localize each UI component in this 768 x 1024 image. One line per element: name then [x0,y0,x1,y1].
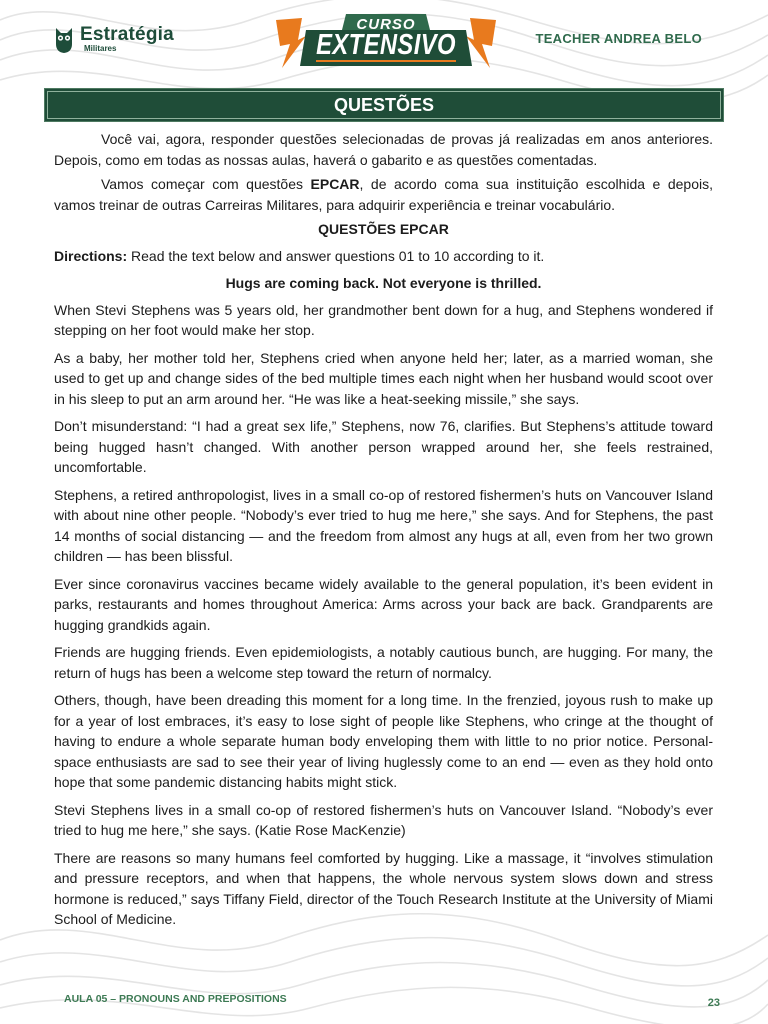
page-header [0,0,768,80]
logo-subtitle: Militares [84,44,117,53]
directions-label: Directions: [54,247,128,264]
page-number: 23 [707,997,720,1009]
article-paragraph: Friends are hugging friends. Even epidemiologists, a notably cautious bunch, are hugging. For many, the return of hugs has been a welcome step toward the return of normalcy. [54,644,713,681]
article-paragraph: There are reasons so many humans feel comforted by hugging. Like a massage, it “involves stimulation and pressure receptors, and when that happens, the whole nervous system slows down and stress hormone is reduced,” says Tiffany Field, director of the Touch Research Institute at the University of Miami School of Medicine. [54,849,713,927]
owl-icon [54,24,74,54]
intro-p2-text-a: Vamos começar com questões [101,176,311,192]
footer-lesson-title: AULA 05 – PRONOUNS AND PREPOSITIONS [64,993,287,1005]
teacher-name: TEACHER ANDREA BELO [535,31,702,46]
directions-text: Read the text below and answer questions 01 to 10 according to it. [127,247,545,264]
article-paragraph: Others, though, have been dreading this moment for a long time. In the frenzied, joyous rush to make up for a year of lost embraces, it’s easy to lose sight of people like Stephens, who cringe at the thought of having to endure a whole separate human body enveloping them with little to no prior notice. Personal-space enthusiasts are sad to see their year of living huglessly come to an end — even as they hold onto hope that some pandemic distancing habits might stick. [54,692,713,790]
subheading: QUESTÕES EPCAR [318,221,449,237]
article-title: Hugs are coming back. Not everyone is thrilled. [225,275,542,291]
article-paragraph: Don’t misunderstand: “I had a great sex life,” Stephens, now 76, clarifies. But Stephens’s attitude toward being hugged hasn’t changed. With another person wrapped around her, she feels restrained, uncomfortable. [54,418,713,475]
article-paragraph: Ever since coronavirus vaccines became widely available to the general population, it’s been evident in parks, restaurants and homes throughout America: Arms across your back are back. Grandparents are hugging grandkids again. [54,575,713,633]
logo-name: Estratégia [80,24,174,45]
extensivo-label: EXTENSIVO [316,29,456,61]
directions [54,246,713,267]
article-paragraph: Stephens, a retired anthropologist, lives in a small co-op of restored fishermen’s huts on Vancouver Island with about nine other people. “Nobody’s ever tried to hug me here,” she says. And for Stephens, the past 14 months of social distancing — and the freedom from almost any hugs at all, even from her two grown children — has been blissful. [54,486,713,564]
section-title: QUESTÕES [44,88,724,122]
article-paragraph: When Stevi Stephens was 5 years old, her grandmother bent down for a hug, and Stephens wondered if stepping on her foot would make her stop. [54,301,713,338]
article-paragraph: As a baby, her mother told her, Stephens cried when anyone held her; later, as a married woman, she used to get up and change sides of the bed multiple times each night when her husband would scoot over in his sleep to put an arm around her. “He was like a heat-seeking missile,” she says. [54,349,713,407]
estrategia-logo [54,24,174,54]
article-paragraph: Stevi Stephens lives in a small co-op of restored fishermen’s huts on Vancouver Island. “Nobody’s ever tried to hug me here,” she says. (Katie Rose MacKenzie) [54,801,713,838]
intro-p2-text-b: , de acordo coma sua instituição escolhida e depois, vamos treinar de outras Carreiras Militares, para adquirir experiência e treinar vocabulário. [54,176,713,213]
curso-extensivo-badge [276,14,496,72]
epcar-highlight: EPCAR [310,176,360,192]
intro-paragraph-2 [54,174,713,215]
curso-label: CURSO [356,16,416,33]
intro-paragraph-1: Você vai, agora, responder questões selecionadas de provas já realizadas em anos anteriores. Depois, como em todas as nossas aulas, haverá o gabarito e as questões comentadas. [54,131,713,168]
document-body [54,129,713,937]
